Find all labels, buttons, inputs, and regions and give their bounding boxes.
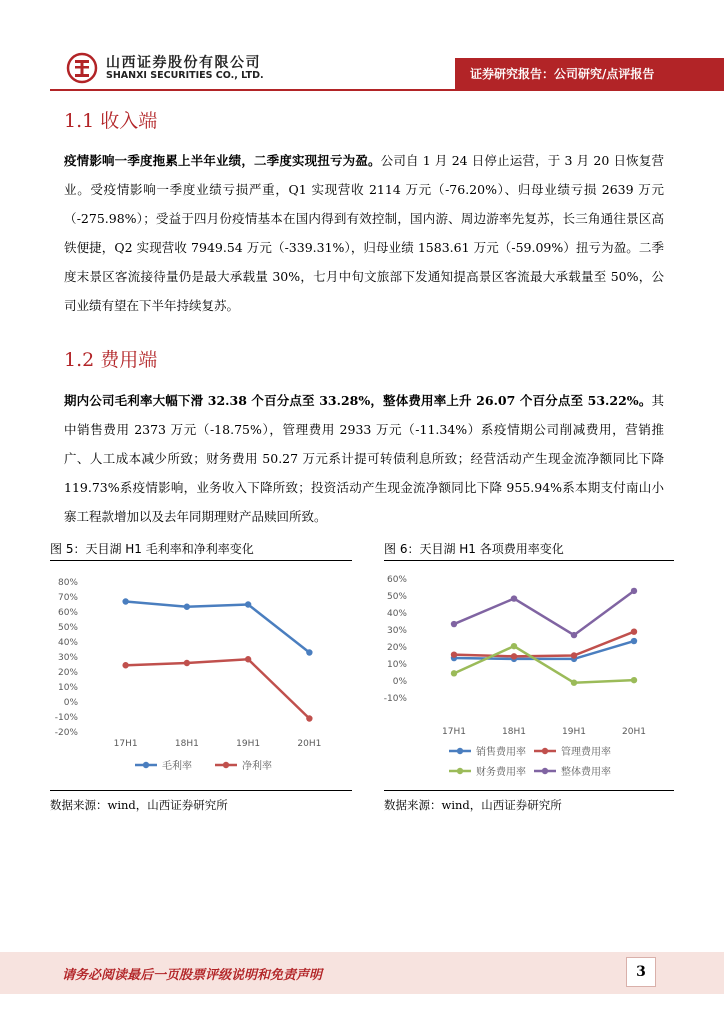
- data-point: [451, 621, 457, 627]
- section-title-expense: 1.2 费用端: [64, 349, 158, 371]
- paragraph-expense-lead: 期内公司毛利率大幅下滑 32.38 个百分点至 33.28%，整体费用率上升 26.07 个百分点至 53.22%。: [64, 393, 652, 408]
- figure5-title: 图 5：天目湖 H1 毛利率和净利率变化: [50, 542, 254, 556]
- data-point: [511, 643, 517, 649]
- legend-label: 整体费用率: [561, 767, 611, 778]
- legend-label: 财务费用率: [476, 767, 526, 778]
- company-logo-icon: [66, 52, 98, 84]
- page-header: [0, 0, 724, 95]
- data-point: [451, 670, 457, 676]
- data-point: [306, 649, 312, 655]
- legend-swatch-marker: [542, 748, 548, 754]
- legend-swatch-marker: [457, 768, 463, 774]
- figure6-bottom-rule: [384, 790, 674, 791]
- y-tick-label: 80%: [57, 578, 78, 588]
- y-tick-label: 0%: [63, 698, 78, 708]
- figure5-chart: [50, 565, 352, 785]
- series-line-2: [454, 632, 634, 657]
- figure6-title: 图 6：天目湖 H1 各项费用率变化: [384, 542, 564, 556]
- series-line-3: [454, 646, 634, 683]
- y-tick-label: -10%: [384, 694, 407, 704]
- legend-label: 毛利率: [162, 761, 192, 772]
- x-tick-label: 19H1: [562, 727, 586, 737]
- y-tick-label: 10%: [57, 683, 78, 693]
- y-tick-label: 0%: [392, 677, 407, 687]
- paragraph-expense-body: 其中销售费用 2373 万元（-18.75%），管理费用 2933 万元（-11.34%）系疫情期公司削减费用，营销推广、人工成本减少所致；财务费用 50.27 万元系计提可转债利息所致；经营活动产生现金流净额同比下降 119.73%系疫情影响，业务收入下降所致；投资活动产生现金流净额同比下降 955.94%系本期支付南山小寨工程款增加以及去年同期理财产品赎回所致。: [64, 393, 664, 524]
- data-point: [631, 677, 637, 683]
- data-point: [571, 632, 577, 638]
- y-tick-label: 60%: [57, 608, 78, 618]
- figure6-chart: [384, 565, 674, 785]
- y-tick-label: 20%: [57, 668, 78, 678]
- y-tick-label: -10%: [54, 713, 78, 723]
- paragraph-revenue-body: 公司自 1 月 24 日停止运营，于 3 月 20 日恢复营业。受疫情影响一季度业绩亏损严重，Q1 实现营收 2114 万元（-76.20%）、归母业绩亏损 2639 万元（-275.98%）；受益于四月份疫情基本在国内得到有效控制，国内游、周边游率先复苏，长三角通往景区高铁便捷，Q2 实现营收 7949.54 万元（-339.31%），归母业绩 1583.61 万元（-59.09%）扭亏为盈。二季度末景区客流接待量仍是最大承载量 30%，七月中旬文旅部下发通知提高景区客流最大承载量至 50%，公司业绩有望在下半年持续复苏。: [64, 153, 664, 313]
- y-tick-label: 40%: [57, 638, 78, 648]
- data-point: [451, 651, 457, 657]
- company-name-en: SHANXI SECURITIES CO., LTD.: [106, 70, 264, 81]
- series-line-2: [126, 659, 310, 718]
- data-point: [245, 656, 251, 662]
- report-type-label: 证券研究报告：公司研究/点评报告: [470, 67, 655, 81]
- data-point: [571, 652, 577, 658]
- x-tick-label: 20H1: [297, 739, 322, 749]
- data-point: [306, 715, 312, 721]
- figure6-top-rule: [384, 560, 674, 561]
- x-tick-label: 20H1: [622, 727, 646, 737]
- y-tick-label: 40%: [386, 609, 407, 619]
- data-point: [184, 604, 190, 610]
- data-point: [511, 653, 517, 659]
- data-point: [184, 660, 190, 666]
- series-line-4: [454, 591, 634, 635]
- legend-swatch-marker: [542, 768, 548, 774]
- figure5-source: 数据来源：wind，山西证券研究所: [50, 798, 228, 812]
- paragraph-revenue: [64, 146, 664, 320]
- legend-label: 销售费用率: [476, 747, 526, 758]
- data-point: [631, 588, 637, 594]
- figure6-source: 数据来源：wind，山西证券研究所: [384, 798, 562, 812]
- figure5-bottom-rule: [50, 790, 352, 791]
- section-title-revenue: 1.1 收入端: [64, 110, 158, 132]
- footer-disclaimer: 请务必阅读最后一页股票评级说明和免责声明: [62, 968, 323, 983]
- paragraph-expense: [64, 386, 664, 531]
- legend-label: 管理费用率: [561, 747, 611, 758]
- header-divider: [50, 89, 724, 91]
- legend-label: 净利率: [242, 761, 272, 772]
- legend-swatch-marker: [457, 748, 463, 754]
- y-tick-label: 50%: [386, 592, 407, 602]
- legend-swatch-marker: [143, 762, 149, 768]
- figure5-top-rule: [50, 560, 352, 561]
- x-tick-label: 17H1: [442, 727, 466, 737]
- y-tick-label: 20%: [386, 643, 407, 653]
- data-point: [631, 638, 637, 644]
- y-tick-label: 30%: [57, 653, 78, 663]
- paragraph-revenue-lead: 疫情影响一季度拖累上半年业绩，二季度实现扭亏为盈。: [64, 153, 381, 168]
- x-tick-label: 17H1: [113, 739, 138, 749]
- series-line-1: [126, 602, 310, 653]
- data-point: [511, 595, 517, 601]
- x-tick-label: 18H1: [174, 739, 199, 749]
- data-point: [245, 601, 251, 607]
- company-name-cn: 山西证券股份有限公司: [106, 55, 261, 71]
- y-tick-label: 50%: [57, 623, 78, 633]
- data-point: [571, 680, 577, 686]
- data-point: [631, 629, 637, 635]
- data-point: [122, 598, 128, 604]
- page-number: 3: [626, 957, 656, 987]
- y-tick-label: -20%: [54, 728, 78, 738]
- y-tick-label: 10%: [386, 660, 407, 670]
- y-tick-label: 30%: [386, 626, 407, 636]
- x-tick-label: 18H1: [502, 727, 526, 737]
- data-point: [122, 662, 128, 668]
- y-tick-label: 70%: [57, 593, 78, 603]
- y-tick-label: 60%: [386, 575, 407, 585]
- legend-swatch-marker: [223, 762, 229, 768]
- x-tick-label: 19H1: [236, 739, 261, 749]
